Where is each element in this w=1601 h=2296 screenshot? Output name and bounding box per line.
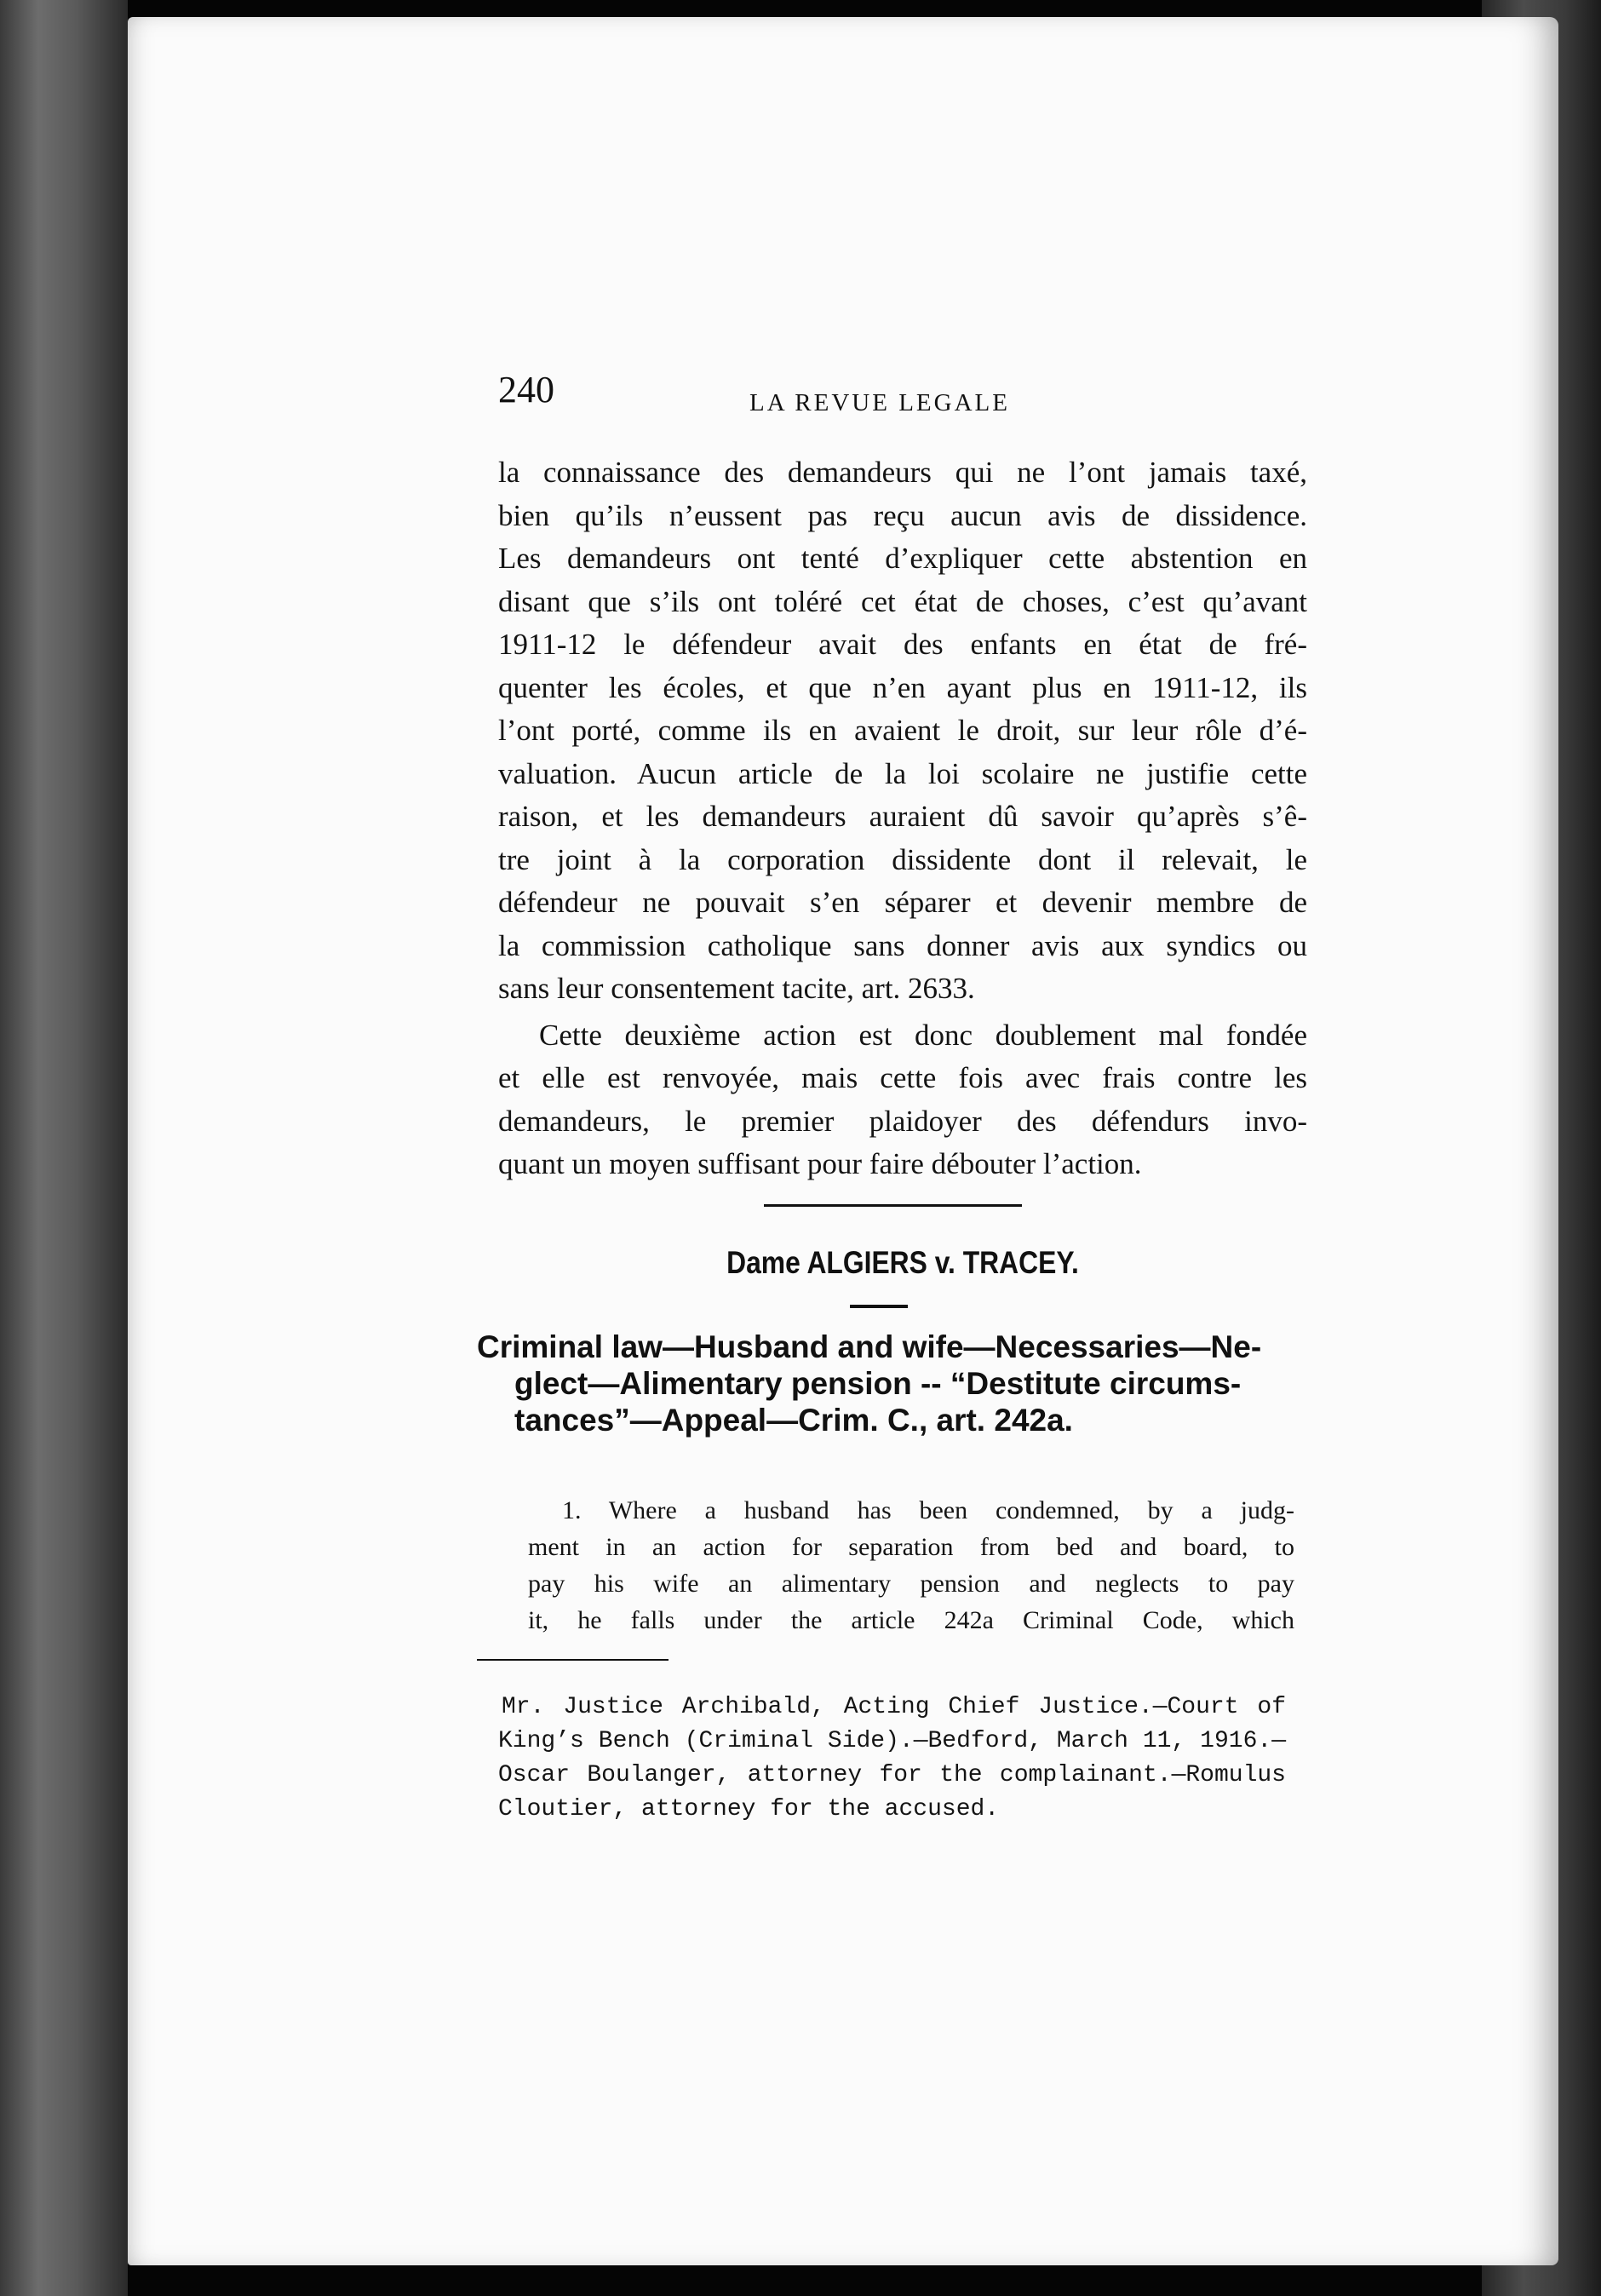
text-line: valuation. Aucun article de la loi scolaire ne justifie cette [498, 756, 1307, 790]
text-line: bien qu’ils n’eussent pas reçu aucun avis de dissidence. [498, 498, 1307, 532]
summary-line: 1. Where a husband has been condemned, by a judg- [562, 1496, 1294, 1524]
headnote [477, 1329, 1307, 1438]
paragraph-2 [498, 1014, 1307, 1186]
footnote-line: Mr. Justice Archibald, Acting Chief Justice.—Court of [502, 1694, 1286, 1720]
text-line: quenter les écoles, et que n’en ayant plus en 1911-12, ils [498, 670, 1307, 704]
page-number: 240 [498, 369, 554, 410]
footnote-line: Oscar Boulanger, attorney for the complainant.—Romulus [498, 1762, 1286, 1788]
paragraph-1 [498, 451, 1307, 1011]
text-line: demandeurs, le premier plaidoyer des défendurs invo- [498, 1104, 1307, 1138]
footnote-line: Cloutier, attorney for the accused. [498, 1796, 1000, 1822]
summary-line: ment in an action for separation from bed and board, to [528, 1533, 1294, 1561]
text-line: quant un moyen suffisant pour faire débouter l’action. [498, 1147, 1142, 1180]
text-line: raison, et les demandeurs auraient dû savoir qu’après s’ê- [498, 800, 1307, 833]
text-line: disant que s’ils ont toléré cet état de choses, c’est qu’avant [498, 584, 1307, 618]
footnote-divider [477, 1659, 669, 1661]
case-summary [528, 1492, 1294, 1639]
footnote-line: King’s Bench (Criminal Side).—Bedford, March 11, 1916.— [498, 1728, 1286, 1754]
text-line: 1911-12 le défendeur avait des enfants en état de fré- [498, 628, 1307, 661]
summary-line: pay his wife an alimentary pension and neglects to pay [528, 1570, 1294, 1598]
headnote-line: tances”—Appeal—Crim. C., art. 242a. [514, 1403, 1073, 1438]
text-line: et elle est renvoyée, mais cette fois avec frais contre les [498, 1061, 1307, 1094]
text-line: sans leur consentement tacite, art. 2633. [498, 972, 975, 1005]
text-line: tre joint à la corporation dissidente dont il relevait, le [498, 842, 1307, 876]
headnote-line: Criminal law—Husband and wife—Necessaries—Ne- [477, 1329, 1262, 1364]
running-head: LA REVUE LEGALE [749, 389, 1010, 416]
microfilm-border-left [0, 0, 128, 2296]
headnote-line: glect—Alimentary pension -- “Destitute circums- [514, 1366, 1242, 1401]
footnote [498, 1690, 1286, 1827]
text-line: défendeur ne pouvait s’en séparer et devenir membre de [498, 886, 1307, 919]
title-divider [850, 1305, 908, 1308]
case-title: Dame ALGIERS v. TRACEY. [726, 1245, 1079, 1280]
text-line: la connaissance des demandeurs qui ne l’ont jamais taxé, [498, 456, 1307, 489]
body-text [498, 451, 1307, 1186]
text-line: la commission catholique sans donner avis aux syndics ou [498, 928, 1307, 962]
text-line: l’ont porté, comme ils en avaient le droit, sur leur rôle d’é- [498, 714, 1307, 747]
section-divider [764, 1204, 1022, 1207]
text-line: Cette deuxième action est donc doublement mal fondée [539, 1018, 1307, 1052]
text-line: Les demandeurs ont tenté d’expliquer cette abstention en [498, 542, 1307, 575]
summary-line: it, he falls under the article 242a Criminal Code, which [528, 1606, 1294, 1634]
